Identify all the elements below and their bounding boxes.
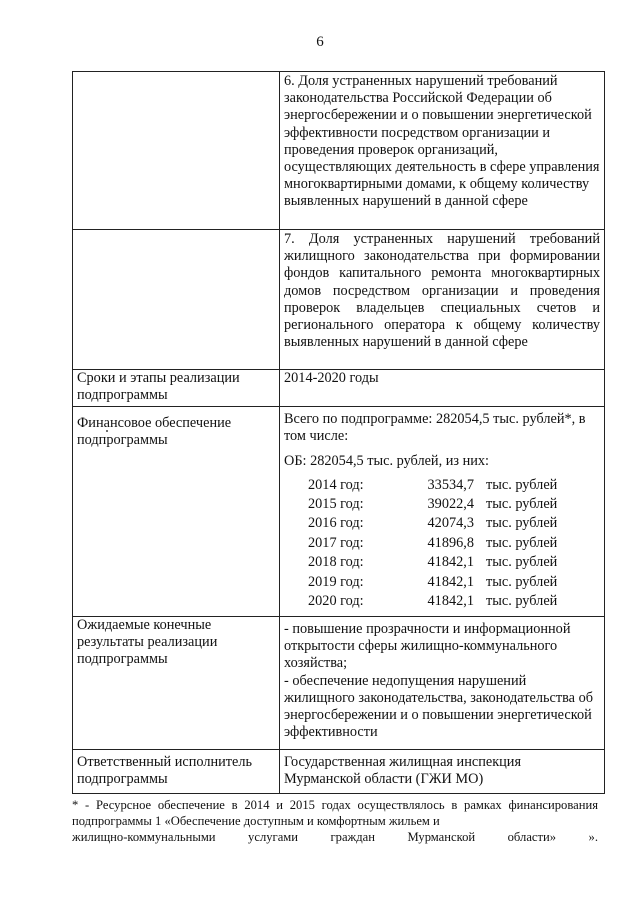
table-row (73, 407, 605, 617)
finance-amount: 41842,1 (427, 593, 474, 610)
indicator-6-text: 6. Доля устраненных нарушений требований законодательства Российской Федерации об энергосбережении и о повышении энергетической эффективности посредством организации и проведения проверок организаций, осуществляющих деятельность в сфере управления многоквартирными домами, к общему количеству выявленных нарушений в данной сфере (284, 73, 600, 210)
table-row (73, 230, 605, 370)
indicator-6-cell (280, 72, 605, 230)
finance-year-row (284, 534, 600, 553)
finance-value-cell (280, 407, 605, 617)
finance-year-row (284, 592, 600, 611)
executor-label: Ответственный исполнитель подпрограммы (77, 754, 253, 788)
results-value-cell (280, 617, 605, 750)
results-label: Ожидаемые конечные результаты реализации подпрограммы (77, 617, 218, 668)
finance-amount: 41842,1 (427, 554, 474, 571)
timing-value: 2014-2020 годы (284, 370, 379, 386)
footnote (72, 797, 598, 845)
finance-year-row (284, 573, 600, 592)
subprogram-passport-table (72, 71, 605, 794)
finance-label-cell (73, 407, 280, 617)
finance-year: 2015 год: (308, 496, 364, 513)
page-number: 6 (316, 34, 324, 50)
finance-amount: 33534,7 (427, 476, 474, 493)
finance-amount: 41896,8 (427, 534, 474, 551)
finance-total: Всего по подпрограмме: 282054,5 тыс. рублей*, в том числе: (284, 411, 586, 445)
timing-label-cell (73, 370, 280, 407)
finance-amount: 41842,1 (427, 573, 474, 590)
finance-year: 2018 год: (308, 554, 364, 571)
table-row (73, 370, 605, 407)
finance-unit: тыс. рублей (486, 554, 558, 571)
finance-amount: 39022,4 (427, 496, 474, 513)
executor-label-cell (73, 750, 280, 794)
finance-years-list (284, 476, 600, 612)
finance-unit: тыс. рублей (486, 593, 558, 610)
results-value-2: - обеспечение недопущения нарушений жилищного законодательства, законодательства об энергосбережении и о повышении энергетической эффективности (284, 672, 593, 741)
finance-year: 2019 год: (308, 573, 364, 590)
indicator-7-text: 7. Доля устраненных нарушений требований жилищного законодательства при формировании фондов капитального ремонта многоквартирных домов посредством организации и проведения проверок владельцев специальных счетов и регионального оператора к общему количеству выявленных нарушений в данной сфере (284, 231, 600, 351)
footnote-main: * - Ресурсное обеспечение в 2014 и 2015 годах осуществлялось в рамках финансирования подпрограммы 1 «Обеспечение доступным и комфортным жильем и (72, 798, 598, 828)
finance-year: 2020 год: (308, 593, 364, 610)
finance-year-row (284, 553, 600, 572)
finance-unit: тыс. рублей (486, 573, 558, 590)
finance-year-row (284, 514, 600, 533)
table-row (73, 617, 605, 750)
finance-unit: тыс. рублей (486, 476, 558, 493)
finance-unit: тыс. рублей (486, 496, 558, 513)
finance-label: Финансовое обеспечение подпрограммы (77, 415, 232, 449)
finance-year-row (284, 495, 600, 514)
empty-label-cell (73, 230, 280, 370)
finance-year-row (284, 476, 600, 495)
finance-amount: 42074,3 (427, 515, 474, 532)
timing-label: Сроки и этапы реализации подпрограммы (77, 370, 240, 404)
executor-value: Государственная жилищная инспекция Мурманской области (ГЖИ МО) (284, 754, 522, 788)
empty-label-cell (73, 72, 280, 230)
finance-unit: тыс. рублей (486, 534, 558, 551)
finance-year: 2016 год: (308, 515, 364, 532)
finance-ob: ОБ: 282054,5 тыс. рублей, из них: (284, 453, 490, 470)
results-value-1: - повышение прозрачности и информационной открытости сферы жилищно-коммунального хозяйства; (284, 621, 571, 672)
finance-year: 2017 год: (308, 534, 364, 551)
indicator-7-cell (280, 230, 605, 370)
finance-unit: тыс. рублей (486, 515, 558, 532)
footnote-last: жилищно-коммунальными услугами граждан Мурманской области» ». (72, 830, 598, 844)
timing-value-cell (280, 370, 605, 407)
executor-value-cell (280, 750, 605, 794)
finance-year: 2014 год: (308, 476, 364, 493)
results-label-cell (73, 617, 280, 750)
table-row (73, 72, 605, 230)
table-row (73, 750, 605, 794)
